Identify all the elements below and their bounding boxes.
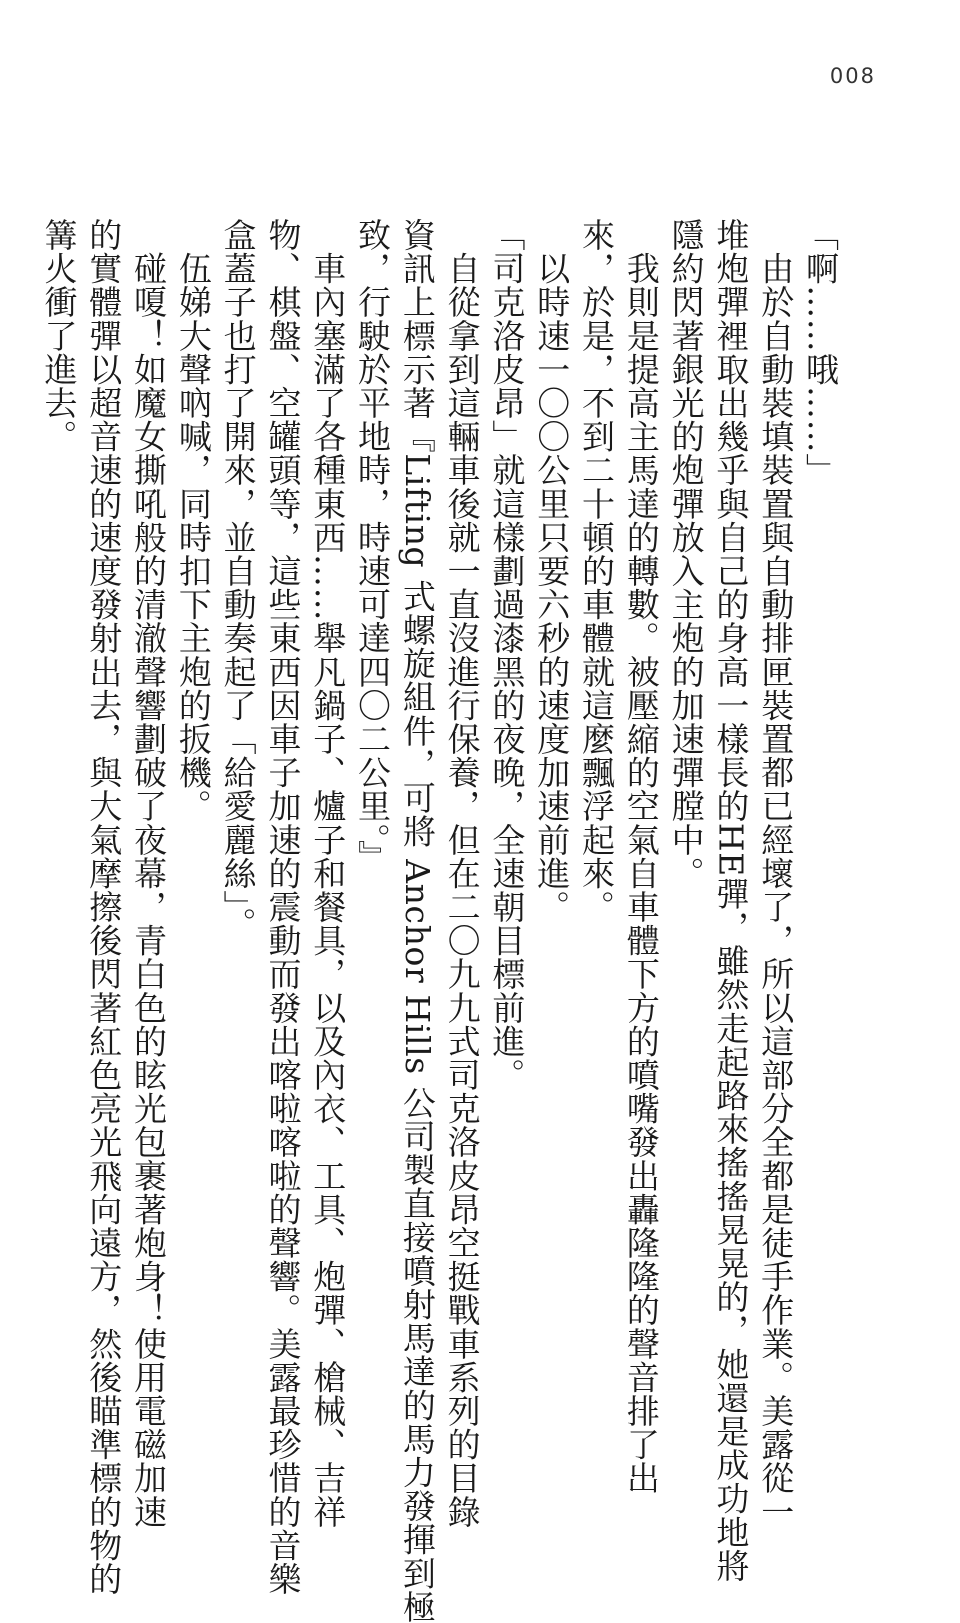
paragraph-line: 盒蓋子也打了開來，並自動奏起了「給愛麗絲」。 <box>218 218 258 941</box>
vertical-text-block <box>39 218 842 1623</box>
paragraph-line: 自從拿到這輛車後就一直沒進行保養，但在二〇九九式司克洛皮昂空挺戰車系列的目錄 <box>442 218 482 1529</box>
paragraph-line: 資訊上標示著『Lifting 式螺旋組件，可將 Anchor Hills 公司製直接噴射馬達的馬力發揮到極 <box>397 218 437 1623</box>
page-number: 008 <box>829 64 876 88</box>
paragraph-line: 堆炮彈裡取出幾乎與自己的身高一樣長的HE彈，雖然走起路來搖搖晃晃的，她還是成功地將 <box>711 218 751 1583</box>
paragraph-line: 篝火衝了進去。 <box>39 218 79 454</box>
paragraph-line: 來，於是，不到二十頓的車體就這麼飄浮起來。 <box>577 218 617 924</box>
paragraph-line: 以時速一〇〇公里只要六秒的速度加速前進。 <box>532 218 572 924</box>
paragraph-line: 隱約閃著銀光的炮彈放入主炮的加速彈膛中。 <box>666 218 706 890</box>
paragraph-line: 的實體彈以超音速的速度發射出去，與大氣摩擦後閃著紅色亮光飛向遠方，然後瞄準標的物的 <box>84 218 124 1596</box>
paragraph-line: 碰嗄！如魔女撕吼般的清澈聲響劃破了夜幕，青白色的眩光包裹著炮身！使用電磁加速 <box>129 218 169 1529</box>
paragraph-line: 伍娣大聲吶喊，同時扣下主炮的扳機。 <box>173 218 213 823</box>
paragraph-line: 致，行駛於平地時，時速可達四〇二公里。』 <box>353 218 393 874</box>
paragraph-line: 物、棋盤、空罐頭等，這些東西因車子加速的震動而發出喀啦喀啦的聲響。美露最珍惜的音樂 <box>263 218 303 1596</box>
paragraph-line: 「啊……哦……」 <box>801 218 840 487</box>
paragraph-line: 由於自動裝填裝置與自動排匣裝置都已經壞了，所以這部分全都是徒手作業。美露從一 <box>756 218 796 1529</box>
paragraph-line: 車內塞滿了各種東西……舉凡鍋子、爐子和餐具，以及內衣、工具、炮彈、槍械、吉祥 <box>308 218 348 1529</box>
paragraph-line: 「司克洛皮昂」就這樣劃過漆黑的夜晚，全速朝目標前進。 <box>487 218 527 1092</box>
paragraph-line: 我則是提高主馬達的轉數。被壓縮的空氣自車體下方的噴嘴發出轟隆隆的聲音排了出 <box>621 218 661 1495</box>
